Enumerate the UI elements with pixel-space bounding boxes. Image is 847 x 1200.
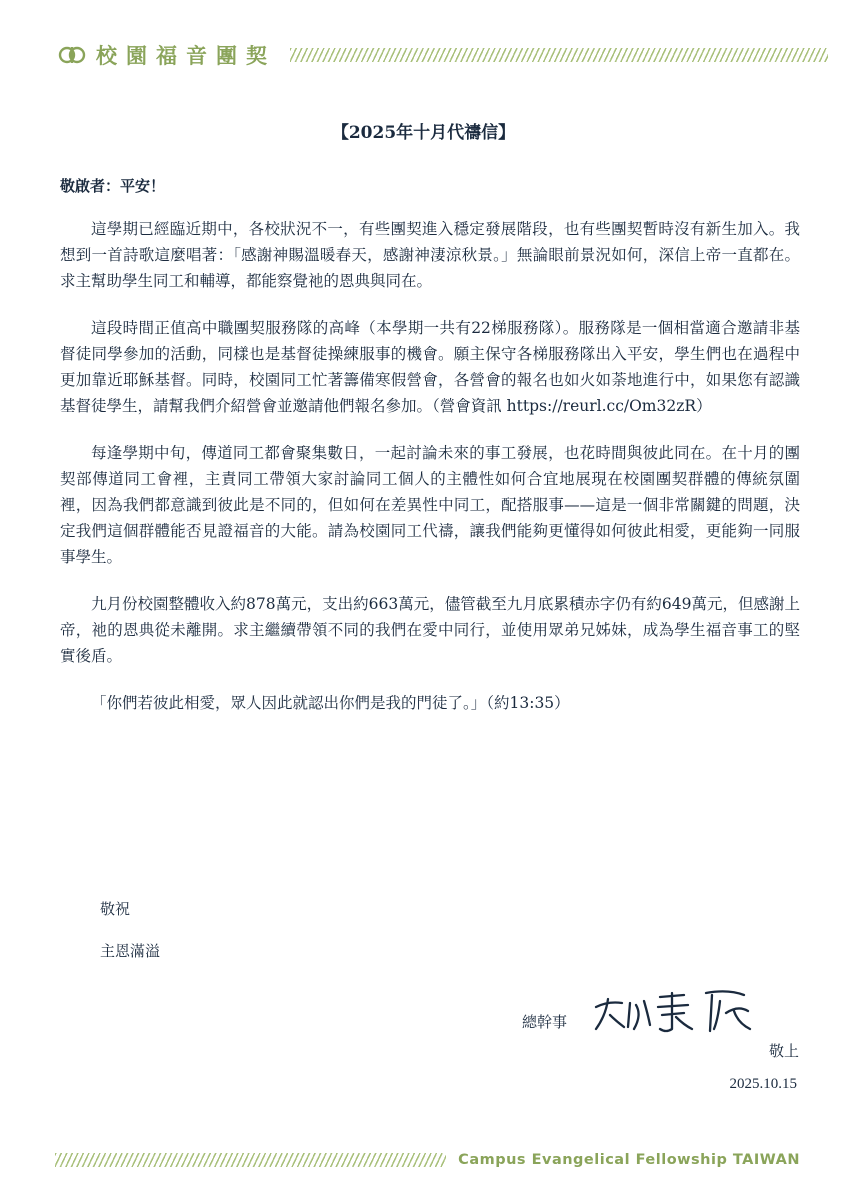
paragraph: 這學期已經臨近期中，各校狀況不一，有些團契進入穩定發展階段，也有些團契暫時沒有新生加入。我想到一首詩歌這麼唱著：「感謝神賜溫暖春天，感謝神淒涼秋景。」無論眼前景況如何，深信上帝一直都在。求主幫助學生同工和輔導，都能察覺祂的恩典與同在。 — [60, 220, 800, 290]
footer-org-name: Campus Evangelical Fellowship TAIWAN — [458, 1152, 800, 1168]
salutation: 敬啟者：平安！ — [60, 177, 166, 195]
letter-date: 2025.10.15 — [729, 1076, 797, 1092]
letter-title: 【2025年十月代禱信】 — [331, 123, 516, 143]
footer-hatch-decoration — [55, 1153, 446, 1167]
cef-logo-icon — [58, 43, 88, 67]
footer — [55, 1152, 800, 1168]
paragraph: 九月份校園整體收入約878萬元，支出約663萬元，儘管截至九月底累積赤字仍有約649萬元，但感謝上帝，祂的恩典從未離開。求主繼續帶領不同的我們在愛中同行，並使用眾弟兄姊妹，成為學生福音事工的堅實後盾。 — [60, 595, 800, 665]
signer-title: 總幹事 — [522, 1013, 568, 1031]
regards: 敬上 — [768, 1042, 799, 1060]
org-name: 校園福音團契 — [96, 44, 276, 68]
handwritten-signature — [588, 985, 768, 1035]
closing-blessing: 主恩滿溢 — [100, 942, 161, 960]
letter-body — [60, 216, 800, 737]
letterhead — [58, 38, 828, 72]
closing-greeting: 敬祝 — [100, 900, 131, 918]
scripture-quote: 「你們若彼此相愛，眾人因此就認出你們是我的門徒了。」（約13:35） — [91, 694, 570, 712]
paragraph: 每逢學期中旬，傳道同工都會聚集數日，一起討論未來的事工發展，也花時間與彼此同在。在十月的團契部傳道同工會裡，主責同工帶領大家討論同工個人的主體性如何合宜地展現在校園團契群體的傳統氛圍裡，因為我們都意識到彼此是不同的，但如何在差異性中同工，配搭服事——這是一個非常關鍵的問題，決定我們這個群體能否見證福音的大能。請為校園同工代禱，讓我們能夠更懂得如何彼此相愛，更能夠一同服事學生。 — [60, 444, 800, 566]
paragraph: 這段時間正值高中職團契服務隊的高峰（本學期一共有22梯服務隊）。服務隊是一個相當適合邀請非基督徒同學參加的活動，同樣也是基督徒操練服事的機會。願主保守各梯服務隊出入平安，學生們也在過程中更加靠近耶穌基督。同時，校園同工忙著籌備寒假營會，各營會的報名也如火如荼地進行中，如果您有認識基督徒學生，請幫我們介紹營會並邀請他們報名參加。（營會資訊 https://reurl.cc/Om32zR） — [60, 319, 800, 415]
signature-block — [520, 985, 800, 1035]
header-hatch-decoration — [290, 48, 828, 62]
